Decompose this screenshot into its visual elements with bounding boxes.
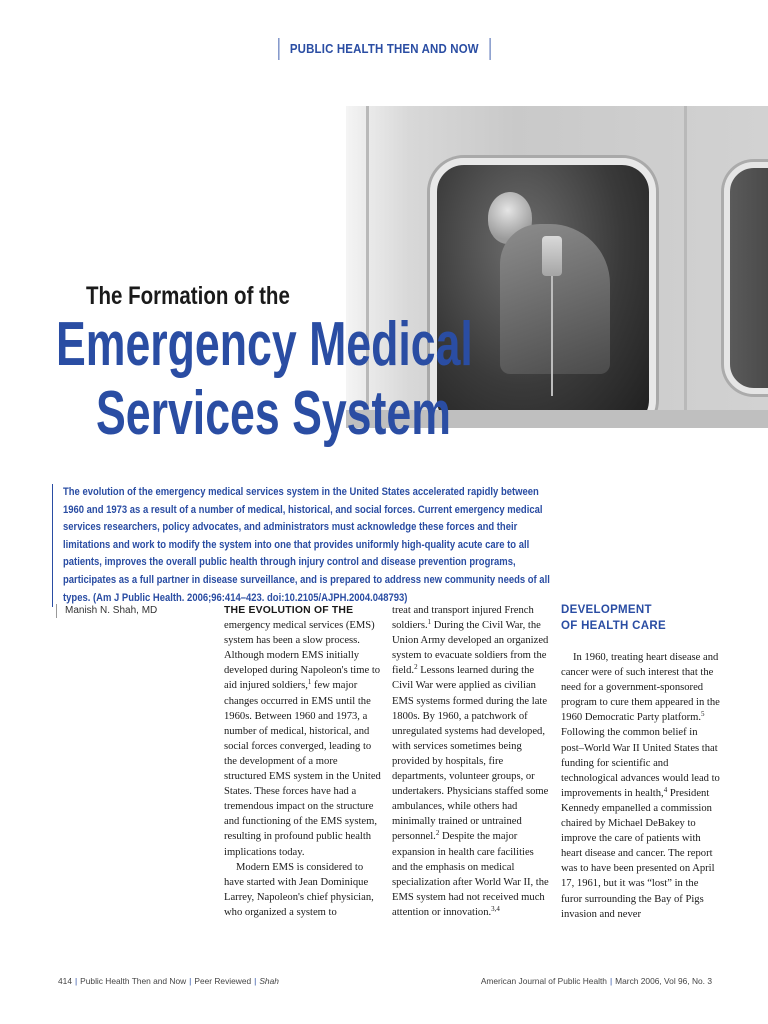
author-byline: Manish N. Shah, MD [56, 604, 157, 618]
footer-author: Shah [259, 976, 279, 986]
paragraph [561, 650, 721, 922]
paragraph [392, 603, 550, 920]
ambulance-window-secondary [724, 162, 768, 394]
text-run: emergency medical services (EMS) system has been a slow process. Although modern EMS initially developed during Napoleon's time to aid injured soldiers, [224, 620, 381, 692]
footer-left [58, 976, 279, 986]
divider: | [609, 976, 613, 986]
text-run: During the Civil War, the Union Army developed an organized system to evacuate soldiers from the field. [392, 620, 549, 677]
footer-right [481, 976, 712, 986]
citation: 1 [307, 678, 312, 687]
footer-review: Peer Reviewed [194, 976, 252, 986]
body-column-2 [392, 603, 550, 920]
journal-issue: March 2006, Vol 96, No. 3 [615, 976, 712, 986]
text-run: Lessons learned during the Civil War were applied as civilian EMS systems formed during the late 1800s. By 1960, a patchwork of unregulated systems had developed, with services sometimes being provided by hospitals, fire departments, volunteer groups, or undertakers. Physicians staffed some ambulances, while others had minimally trained or untrained personnel. [392, 665, 549, 843]
divider: | [254, 976, 257, 986]
section-heading-line-2: OF HEALTH CARE [561, 620, 666, 632]
citation: 3,4 [491, 904, 500, 913]
page-number: 414 [58, 976, 72, 986]
text-run: few major changes occurred in EMS until the 1960s. Between 1960 and 1973, a number of medical, historical, and social forces converged, leading to the development of a more structured EMS system in the United States. These forces have had a tremendous impact on the structure and functioning of the EMS system, resulting in profound public health implications today. [224, 680, 381, 858]
divider: | [189, 976, 192, 986]
section-heading [561, 602, 721, 634]
section-heading-line-1: DEVELOPMENT [561, 604, 652, 616]
title-prefix: The Formation of the [86, 282, 290, 310]
divider: | [74, 976, 78, 986]
body-column-1 [224, 603, 382, 920]
citation: 1 [427, 618, 432, 627]
text-run: treat and transport injured French soldiers. [392, 605, 534, 632]
lead-in: THE EVOLUTION OF THE [224, 605, 354, 616]
title-line-1: Emergency Medical [56, 310, 473, 379]
abstract [52, 484, 557, 607]
text-run: Despite the major expansion in health care facilities and the emphasis on medical specialization after World War II, the EMS system had not received much attention or innovation. [392, 831, 549, 918]
citation: 2 [414, 663, 418, 672]
paragraph: Modern EMS is considered to have started with Jean Dominique Larrey, Napoleon's chief physician, who organized a system to [224, 861, 374, 918]
paragraph [224, 603, 382, 860]
abstract-text: The evolution of the emergency medical services system in the United States accelerated rapidly between 1960 and 1973 as a result of a number of medical, historical, and social forces. Current emergency medical services researchers, policy advocates, and administrators must acknowledge these forces and their limitations and work to modify the system into one that provides uniformly high-quality acute care to all patients, improves the overall public health through injury control and disease prevention programs, participates as a full partner in disease surveillance, and is prepared to address new community needs of all types. (Am J Public Health. 2006;96:414–423. doi:10.2105/AJPH.2004.048793) [63, 486, 550, 604]
iv-bag [542, 236, 562, 276]
footer-section: Public Health Then and Now [80, 976, 187, 986]
iv-line [551, 276, 553, 396]
section-header-label: PUBLIC HEALTH THEN AND NOW [278, 38, 490, 60]
journal-name: American Journal of Public Health [480, 976, 607, 986]
title-line-2: Services System [96, 379, 451, 448]
body-column-3 [561, 650, 721, 922]
ambulance-panel-seam [684, 106, 687, 428]
citation: 2 [435, 829, 440, 838]
text-run: Following the common belief in post–World War II United States that funding for scientific and technological advances would lead to improvements in health, [561, 727, 720, 799]
citation: 5 [701, 710, 705, 719]
text-run: In 1960, treating heart disease and cancer were of such interest that the need for a government-sponsored program to cure them appeared in the 1960 Democratic Party platform. [561, 652, 720, 724]
text-run: President Kennedy empanelled a commission chaired by Michael DeBakey to improve the care of patients with heart disease and cancer. The report was to have been presented on April 17, 1961, but it was “lost” in the furor surrounding the Bay of Pigs invasion and never [561, 787, 715, 920]
section-header [0, 38, 768, 60]
citation: 4 [663, 785, 668, 794]
